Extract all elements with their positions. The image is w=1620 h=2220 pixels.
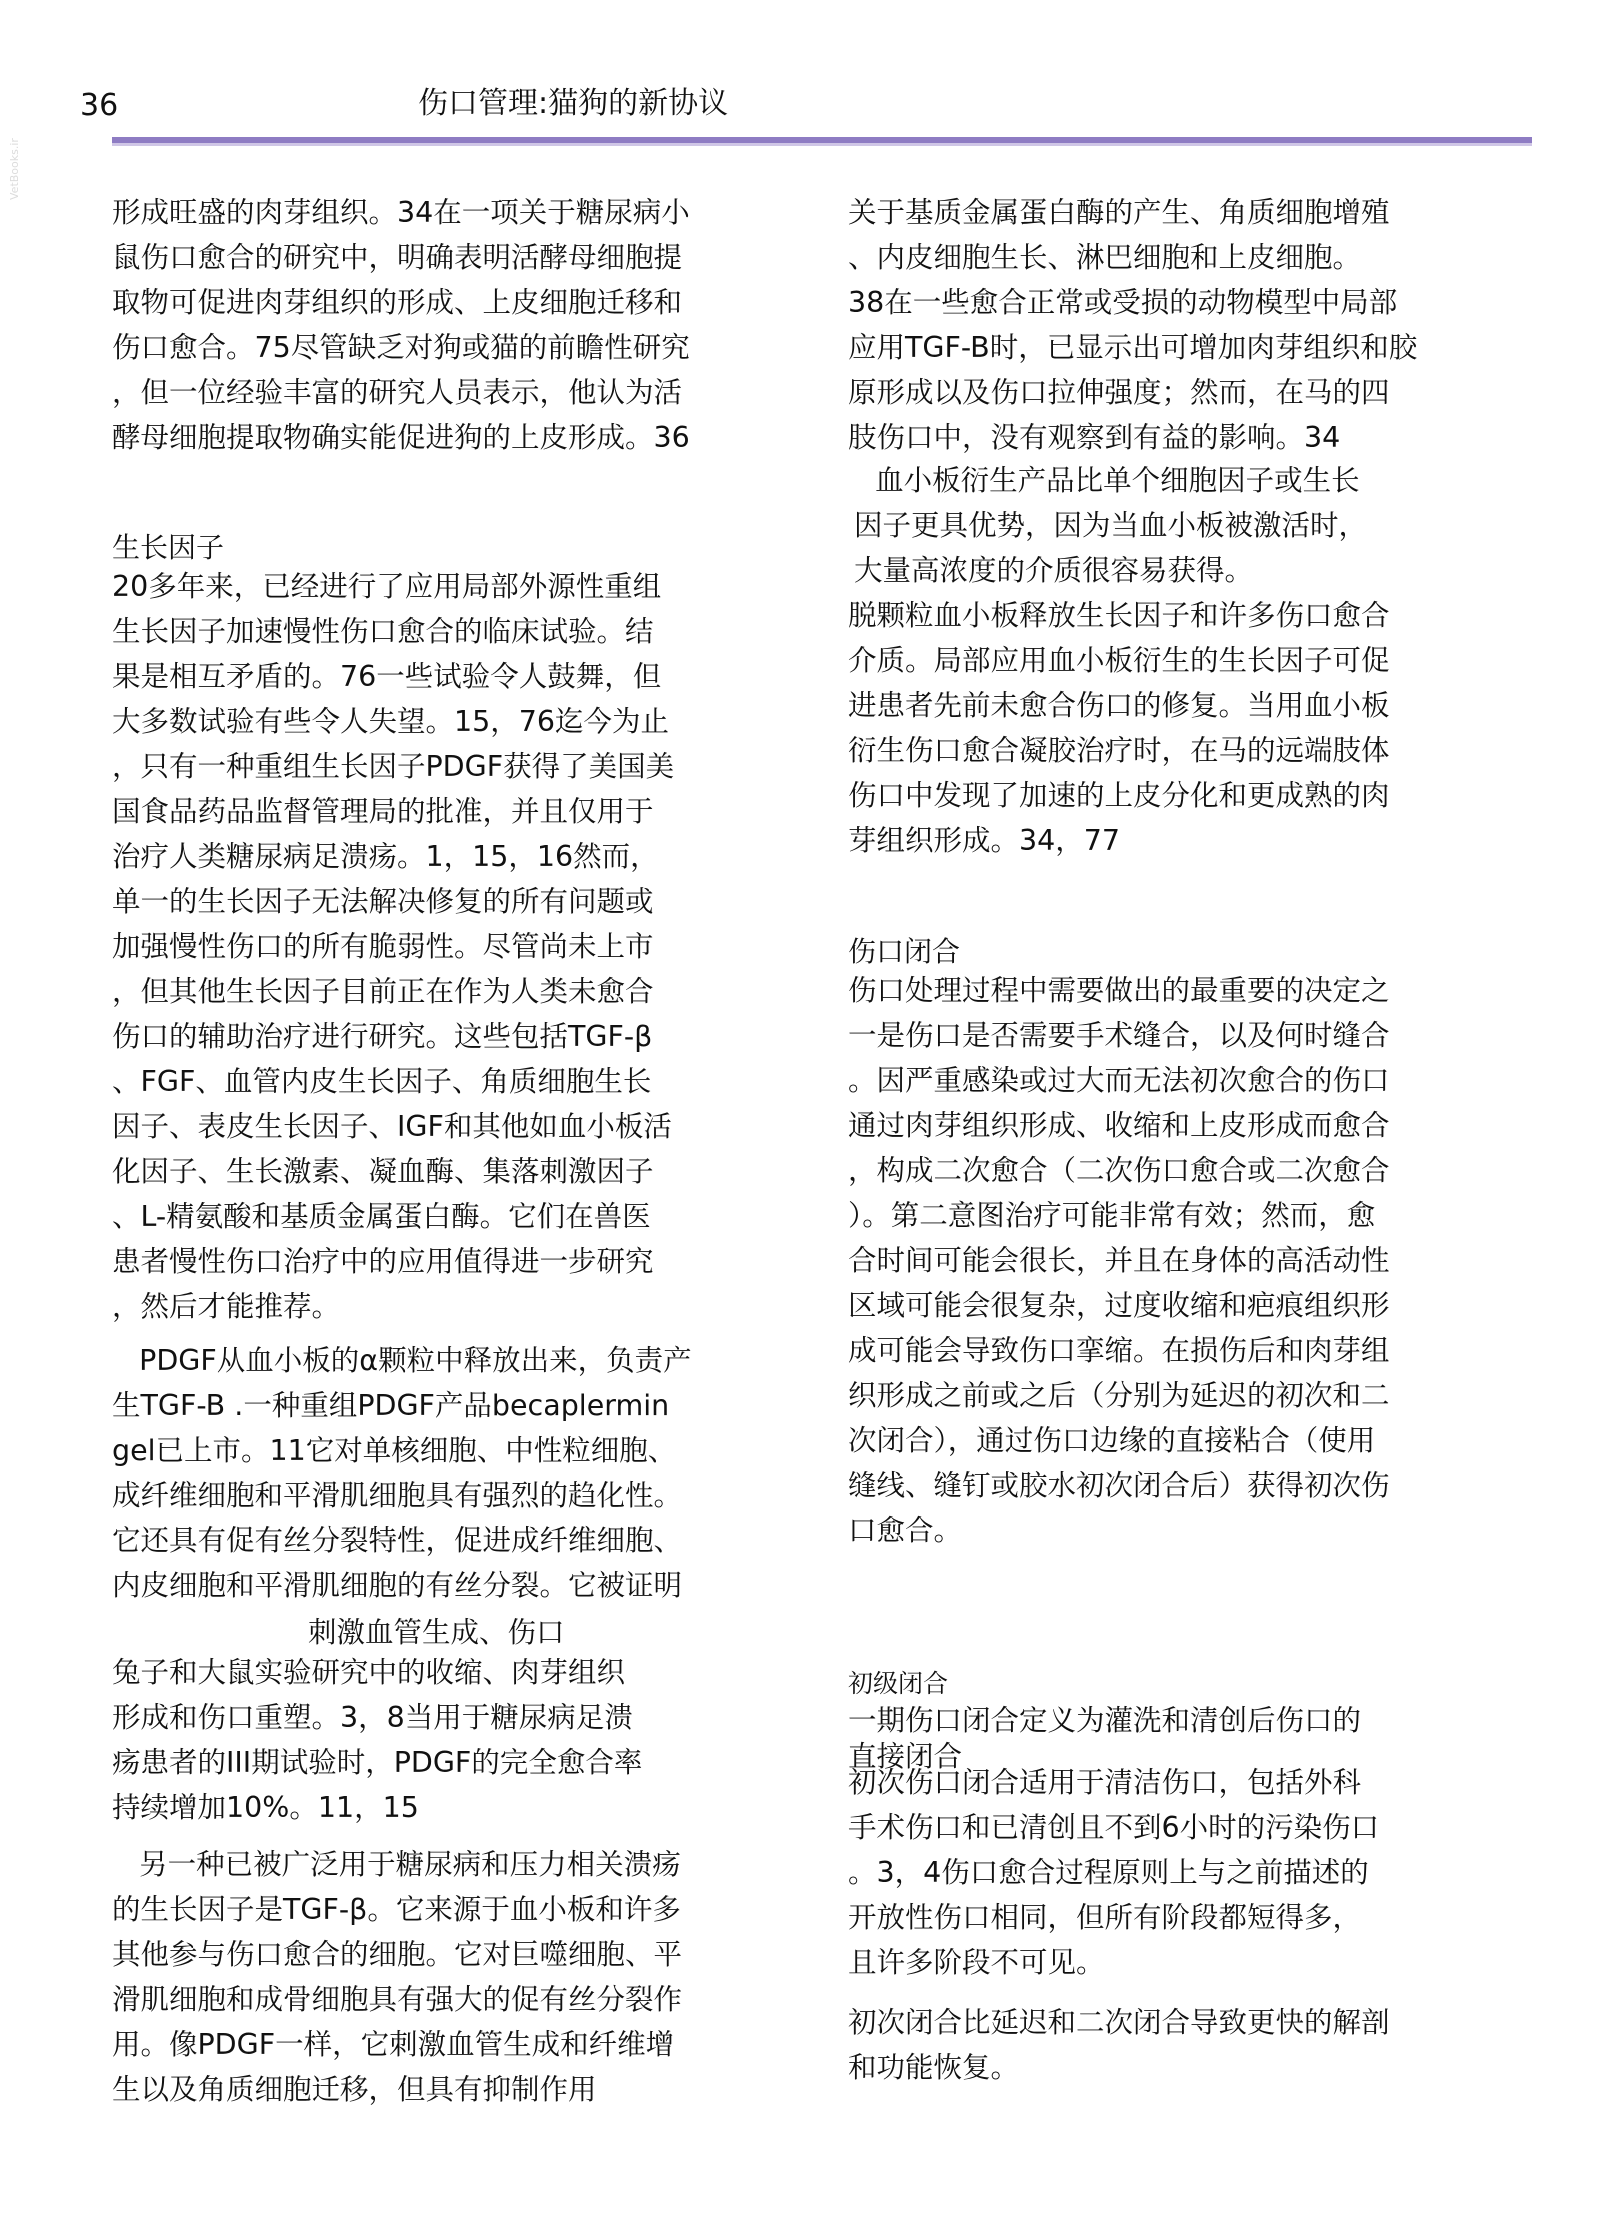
text-line: ，只有一种重组生长因子PDGF获得了美国美 xyxy=(112,750,675,783)
left-paragraph-1 xyxy=(112,190,690,460)
text-line: 血小板衍生产品比单个细胞因子或生长 xyxy=(848,464,1360,497)
text-line: 肢伤口中，没有观察到有益的影响。34 xyxy=(848,421,1341,454)
text-line: ，但一位经验丰富的研究人员表示，他认为活 xyxy=(112,376,683,409)
left-paragraph-3-continued xyxy=(112,1650,642,1830)
text-line: 因子更具优势，因为当血小板被激活时， xyxy=(854,509,1368,542)
text-line: 大多数试验有些令人失望。15，76迄今为止 xyxy=(112,705,670,738)
text-line: ）。第二意图治疗可能非常有效；然而，愈 xyxy=(848,1199,1376,1232)
text-line: 伤口愈合。75尽管缺乏对狗或猫的前瞻性研究 xyxy=(112,331,690,364)
right-paragraph-1 xyxy=(848,190,1417,460)
text-line: 它还具有促有丝分裂特性，促进成纤维细胞、 xyxy=(112,1524,683,1557)
left-paragraph-3 xyxy=(112,1338,692,1608)
text-line: 初次伤口闭合适用于清洁伤口，包括外科 xyxy=(848,1766,1362,1799)
text-line: 口愈合。 xyxy=(848,1514,963,1547)
left-fragment-line: 刺激血管生成、伤口 xyxy=(308,1616,565,1649)
text-line: 另一种已被广泛用于糖尿病和压力相关溃疡 xyxy=(112,1848,681,1881)
text-line: ，然后才能推荐。 xyxy=(112,1290,341,1323)
heading-wound-closure: 伤口闭合 xyxy=(848,935,961,968)
right-paragraph-4 xyxy=(848,1760,1379,1985)
text-line: 芽组织形成。34，77 xyxy=(848,824,1121,857)
text-line: 手术伤口和已清创且不到6小时的污染伤口 xyxy=(848,1811,1380,1844)
text-line: 化因子、生长激素、凝血酶、集落刺激因子 xyxy=(112,1155,654,1188)
text-line: 因子、表皮生长因子、IGF和其他如血小板活 xyxy=(112,1110,672,1143)
text-line: 织形成之前或之后（分别为延迟的初次和二 xyxy=(848,1379,1390,1412)
text-line: 生长因子加速慢性伤口愈合的临床试验。结 xyxy=(112,615,654,648)
text-line: 介质。局部应用血小板衍生的生长因子可促 xyxy=(848,644,1390,677)
text-line: 一是伤口是否需要手术缝合，以及何时缝合 xyxy=(848,1019,1390,1052)
text-line: 原形成以及伤口拉伸强度；然而，在马的四 xyxy=(848,376,1390,409)
text-line: 其他参与伤口愈合的细胞。它对巨噬细胞、平 xyxy=(112,1938,683,1971)
text-line: 次闭合），通过伤口边缘的直接粘合（使用 xyxy=(848,1424,1376,1457)
text-line: 区域可能会很复杂，过度收缩和疤痕组织形 xyxy=(848,1289,1390,1322)
text-line: 疡患者的III期试验时，PDGF的完全愈合率 xyxy=(112,1746,643,1779)
text-line: 治疗人类糖尿病足溃疡。1，15，16然而， xyxy=(112,840,659,873)
text-line: 20多年来，已经进行了应用局部外源性重组 xyxy=(112,570,662,603)
text-line: 国食品药品监督管理局的批准，并且仅用于 xyxy=(112,795,654,828)
text-line: 兔子和大鼠实验研究中的收缩、肉芽组织 xyxy=(112,1656,626,1689)
text-line: 和功能恢复。 xyxy=(848,2051,1020,2084)
text-line: 开放性伤口相同，但所有阶段都短得多， xyxy=(848,1901,1362,1934)
text-line: 38在一些愈合正常或受损的动物模型中局部 xyxy=(848,286,1398,319)
text-line: 成纤维细胞和平滑肌细胞具有强烈的趋化性。 xyxy=(112,1479,683,1512)
text-line: 果是相互矛盾的。76一些试验令人鼓舞，但 xyxy=(112,660,662,693)
text-line: ，构成二次愈合（二次伤口愈合或二次愈合 xyxy=(848,1154,1390,1187)
running-title: 伤口管理:猫狗的新协议 xyxy=(418,86,729,121)
text-line: 用。像PDGF一样，它刺激血管生成和纤维增 xyxy=(112,2028,675,2061)
text-line: 持续增加10%。11，15 xyxy=(112,1791,419,1824)
heading-growth-factors: 生长因子 xyxy=(112,531,225,564)
text-line: 应用TGF-B时，已显示出可增加肉芽组织和胶 xyxy=(848,331,1418,364)
text-line: 酵母细胞提取物确实能促进狗的上皮形成。36 xyxy=(112,421,690,454)
text-line: 。因严重感染或过大而无法初次愈合的伤口 xyxy=(848,1064,1390,1097)
text-line: 加强慢性伤口的所有脆弱性。尽管尚未上市 xyxy=(112,930,654,963)
right-paragraph-2 xyxy=(848,458,1390,863)
text-line: 衍生伤口愈合凝胶治疗时，在马的远端肢体 xyxy=(848,734,1390,767)
text-line: 伤口的辅助治疗进行研究。这些包括TGF-β xyxy=(112,1020,653,1053)
text-line: 初次闭合比延迟和二次闭合导致更快的解剖 xyxy=(848,2006,1390,2039)
text-line: 合时间可能会很长，并且在身体的高活动性 xyxy=(848,1244,1390,1277)
text-line: 通过肉芽组织形成、收缩和上皮形成而愈合 xyxy=(848,1109,1390,1142)
text-line: 滑肌细胞和成骨细胞具有强大的促有丝分裂作 xyxy=(112,1983,683,2016)
text-line: 、内皮细胞生长、淋巴细胞和上皮细胞。 xyxy=(848,241,1362,274)
text-line: 取物可促进肉芽组织的形成、上皮细胞迁移和 xyxy=(112,286,683,319)
left-paragraph-2 xyxy=(112,564,674,1329)
text-line: 、FGF、血管内皮生长因子、角质细胞生长 xyxy=(112,1065,652,1098)
text-line: 单一的生长因子无法解决修复的所有问题或 xyxy=(112,885,654,918)
text-line: 、L-精氨酸和基质金属蛋白酶。它们在兽医 xyxy=(112,1200,651,1233)
text-line: 进患者先前未愈合伤口的修复。当用血小板 xyxy=(848,689,1390,722)
watermark: VetBooks.ir xyxy=(8,138,21,200)
text-line: 生TGF-B .一种重组PDGF产品becaplermin xyxy=(112,1389,670,1422)
right-paragraph-5 xyxy=(848,2000,1390,2090)
text-line: 伤口处理过程中需要做出的最重要的决定之 xyxy=(848,974,1390,1007)
text-line: 伤口中发现了加速的上皮分化和更成熟的肉 xyxy=(848,779,1390,812)
text-line: 鼠伤口愈合的研究中，明确表明活酵母细胞提 xyxy=(112,241,683,274)
text-line: 的生长因子是TGF-β。它来源于血小板和许多 xyxy=(112,1893,681,1926)
text-line: PDGF从血小板的α颗粒中释放出来，负责产 xyxy=(112,1344,692,1377)
text-line: 缝线、缝钉或胶水初次闭合后）获得初次伤 xyxy=(848,1469,1390,1502)
right-paragraph-3 xyxy=(848,968,1390,1553)
text-line: 关于基质金属蛋白酶的产生、角质细胞增殖 xyxy=(848,196,1390,229)
text-line: 患者慢性伤口治疗中的应用值得进一步研究 xyxy=(112,1245,654,1278)
page-number: 36 xyxy=(80,88,119,123)
left-paragraph-4 xyxy=(112,1842,682,2112)
text-line: 且许多阶段不可见。 xyxy=(848,1946,1105,1979)
text-line: 。3，4伤口愈合过程原则上与之前描述的 xyxy=(848,1856,1369,1889)
text-line: gel已上市。11它对单核细胞、中性粒细胞、 xyxy=(112,1434,677,1467)
right-paragraph-4-first-line: 一期伤口闭合定义为灌洗和清创后伤口的 xyxy=(848,1704,1362,1737)
text-line: 成可能会导致伤口挛缩。在损伤后和肉芽组 xyxy=(848,1334,1390,1367)
text-line: 形成旺盛的肉芽组织。34在一项关于糖尿病小 xyxy=(112,196,690,229)
text-line: 生以及角质细胞迁移，但具有抑制作用 xyxy=(112,2073,597,2106)
text-line: 内皮细胞和平滑肌细胞的有丝分裂。它被证明 xyxy=(112,1569,683,1602)
right-overlap-line: 直接闭合 xyxy=(848,1740,963,1773)
text-line: ，但其他生长因子目前正在作为人类未愈合 xyxy=(112,975,654,1008)
text-line: 形成和伤口重塑。3，8当用于糖尿病足溃 xyxy=(112,1701,633,1734)
heading-primary-closure: 初级闭合 xyxy=(848,1669,949,1698)
header-rule xyxy=(112,137,1532,146)
text-line: 脱颗粒血小板释放生长因子和许多伤口愈合 xyxy=(848,599,1390,632)
text-line: 大量高浓度的介质很容易获得。 xyxy=(854,554,1254,587)
